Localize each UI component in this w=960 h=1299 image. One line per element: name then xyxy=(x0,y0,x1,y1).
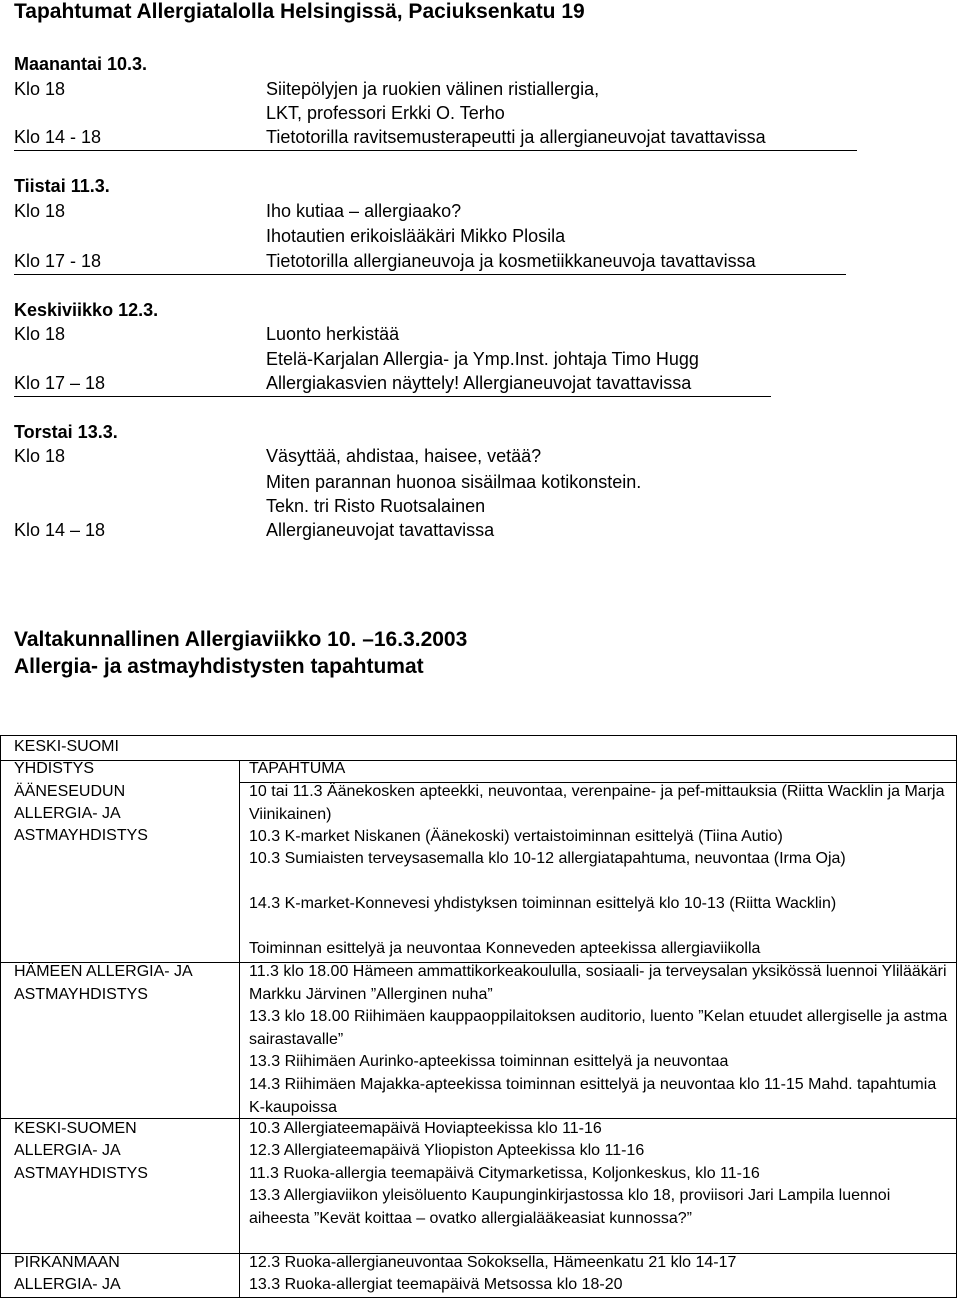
event-text: Allergiakasvien näyttely! Allergianeuvojat tavattavissa xyxy=(266,373,692,393)
event-text: Tietotorilla allergianeuvoja ja kosmetiikkaneuvoja tavattavissa xyxy=(266,251,756,271)
day-heading-tuesday: Tiistai 11.3. xyxy=(14,176,110,196)
association-name: KESKI-SUOMEN xyxy=(14,1120,137,1137)
time-label: Klo 18 xyxy=(14,324,66,344)
event-text: Luonto herkistää xyxy=(266,324,400,344)
event-item: 11.3 Ruoka-allergia teemapäivä Citymarketissa, Koljonkeskus, klo 11-16 xyxy=(249,1165,760,1182)
event-text: LKT, professori Erkki O. Terho xyxy=(266,103,505,123)
divider xyxy=(14,396,771,397)
event-text: Miten parannan huonoa sisäilmaa kotikonstein. xyxy=(266,472,642,492)
divider xyxy=(14,150,857,151)
column-divider xyxy=(239,760,240,1297)
event-item: 13.3 klo 18.00 Riihimäen kauppaoppilaitoksen auditorio, luento ”Kelan etuudet allergiselle ja astma sairastavalle” xyxy=(249,1008,948,1048)
association-name: ASTMAYHDISTYS xyxy=(14,827,148,844)
event-item: 12.3 Ruoka-allergianeuvontaa Sokoksella, Hämeenkatu 21 klo 14-17 xyxy=(249,1254,737,1271)
event-item: 14.3 Riihimäen Majakka-apteekissa toiminnan esittelyä ja neuvontaa klo 11-15 Mahd. tapahtumia K-kaupoissa xyxy=(249,1076,937,1116)
event-text: Tietotorilla ravitsemusterapeutti ja allergianeuvojat tavattavissa xyxy=(266,127,766,147)
event-item: 10.3 Allergiateemapäivä Hoviapteekissa klo 11-16 xyxy=(249,1120,602,1137)
event-text: Ihotautien erikoislääkäri Mikko Plosila xyxy=(266,226,566,246)
event-item: 12.3 Allergiateemapäivä Yliopiston Apteekissa klo 11-16 xyxy=(249,1142,645,1159)
time-label: Klo 14 – 18 xyxy=(14,520,106,540)
association-name: HÄMEEN ALLERGIA- JA xyxy=(14,963,193,980)
column-header-association: YHDISTYS xyxy=(14,760,95,777)
time-label: Klo 18 xyxy=(14,201,66,221)
events-table xyxy=(0,735,957,1298)
association-name: ALLERGIA- JA xyxy=(14,1276,121,1293)
event-text: Etelä-Karjalan Allergia- ja Ymp.Inst. johtaja Timo Hugg xyxy=(266,349,699,369)
association-name: ALLERGIA- JA xyxy=(14,1142,121,1159)
association-name: ASTMAYHDISTYS xyxy=(14,986,148,1003)
event-text: Tekn. tri Risto Ruotsalainen xyxy=(266,496,486,516)
association-name: ASTMAYHDISTYS xyxy=(14,1165,148,1182)
event-item: 10.3 K-market Niskanen (Äänekoski) vertaistoiminnan esittelyä (Tiina Autio) xyxy=(249,828,783,845)
association-name: PIRKANMAAN xyxy=(14,1254,120,1271)
event-item: Toiminnan esittelyä ja neuvontaa Konneveden apteekissa allergiaviikolla xyxy=(249,940,761,957)
day-heading-thursday: Torstai 13.3. xyxy=(14,422,118,442)
event-item: 13.3 Riihimäen Aurinko-apteekissa toiminnan esittelyä ja neuvontaa xyxy=(249,1053,729,1070)
time-label: Klo 17 - 18 xyxy=(14,251,102,271)
association-name: ALLERGIA- JA xyxy=(14,805,121,822)
row-divider xyxy=(1,760,956,761)
event-item: 14.3 K-market-Konnevesi yhdistyksen toiminnan esittelyä klo 10-13 (Riitta Wacklin) xyxy=(249,895,837,912)
divider xyxy=(14,274,846,275)
section-subtitle: Allergia- ja astmayhdistysten tapahtumat xyxy=(14,655,424,678)
column-header-event: TAPAHTUMA xyxy=(249,760,346,777)
event-item: 10 tai 11.3 Äänekosken apteekki, neuvontaa, verenpaine- ja pef-mittauksia (Riitta Wacklin ja Marja Viinikainen) xyxy=(249,783,945,823)
event-text: Siitepölyjen ja ruokien välinen ristiallergia, xyxy=(266,79,600,99)
event-item: 13.3 Allergiaviikon yleisöluento Kaupunginkirjastossa klo 18, proviisori Jari Lampila luennoi aiheesta ”Kevät koittaa – ovatko allergialääkeasiat kunnossa?” xyxy=(249,1187,891,1227)
day-heading-wednesday: Keskiviikko 12.3. xyxy=(14,300,159,320)
region-label: KESKI-SUOMI xyxy=(14,738,119,755)
event-text: Allergianeuvojat tavattavissa xyxy=(266,520,495,540)
section-title: Valtakunnallinen Allergiaviikko 10. –16.3.2003 xyxy=(14,628,468,651)
event-item: 11.3 klo 18.00 Hämeen ammattikorkeakoululla, sosiaali- ja terveysalan yksikössä luennoi Ylilääkäri Markku Järvinen ”Allerginen nuha” xyxy=(249,963,947,1003)
page-title: Tapahtumat Allergiatalolla Helsingissä, Paciuksenkatu 19 xyxy=(14,0,585,23)
event-item: 10.3 Sumiaisten terveysasemalla klo 10-12 allergiatapahtuma, neuvontaa (Irma Oja) xyxy=(249,850,846,867)
event-text: Iho kutiaa – allergiaako? xyxy=(266,201,462,221)
event-text: Väsyttää, ahdistaa, haisee, vetää? xyxy=(266,446,542,466)
day-heading-monday: Maanantai 10.3. xyxy=(14,54,148,74)
time-label: Klo 18 xyxy=(14,446,66,466)
event-item: 13.3 Ruoka-allergiat teemapäivä Metsossa klo 18-20 xyxy=(249,1276,623,1293)
time-label: Klo 14 - 18 xyxy=(14,127,102,147)
association-name: ÄÄNESEUDUN xyxy=(14,783,126,800)
time-label: Klo 18 xyxy=(14,79,66,99)
time-label: Klo 17 – 18 xyxy=(14,373,106,393)
